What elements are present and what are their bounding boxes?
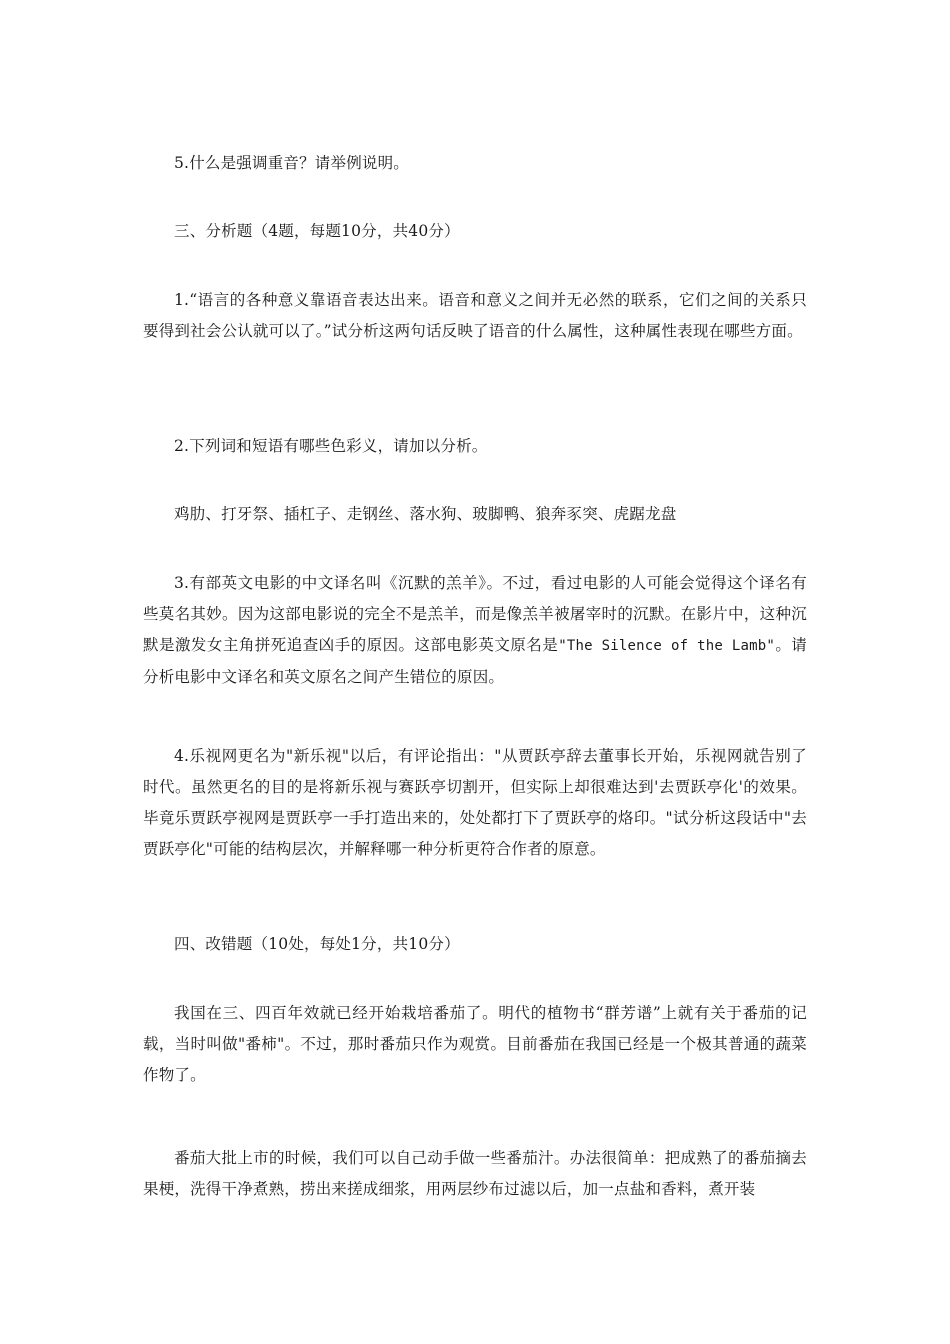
section-3-question-3 [143, 568, 807, 693]
section-3-question-2: 2.下列词和短语有哪些色彩义，请加以分析。 [174, 437, 488, 455]
section-3-question-4: 4.乐视网更名为"新乐视"以后，有评论指出："从贾跃亭辞去董事长开始，乐视网就告别了时代。虽然更名的目的是将新乐视与赛跃亭切割开，但实际上却很难达到'去贾跃亭化'的效果。毕竟乐贾跃亭视网是贾跃亭一手打造出来的，处处都打下了贾跃亭的烙印。"试分析这段话中"去贾跃亭化"可能的结构层次，并解释哪一种分析更符合作者的原意。 [143, 747, 807, 858]
section-3-question-1: 1.“语言的各种意义靠语音表达出来。语音和意义之间并无必然的联系，它们之间的关系只要得到社会公认就可以了。”试分析这两句话反映了语音的什么属性，这种属性表现在哪些方面。 [143, 291, 807, 340]
section-3-question-2-words: 鸡肋、打牙祭、插杠子、走钢丝、落水狗、玻脚鸭、狼奔豕突、虎踞龙盘 [174, 505, 677, 523]
question-5: 5.什么是强调重音？请举例说明。 [174, 154, 409, 172]
question-3-text-b: 。请分析电影中文译名和英文原名之间产生错位的原因。 [143, 636, 808, 686]
section-3-heading: 三、分析题（4题，每题10分，共40分） [174, 222, 460, 240]
section-4-paragraph-2: 番茄大批上市的时候，我们可以自己动手做一些番茄汁。办法很简单：把成熟了的番茄摘去果梗，洗得干净煮熟，捞出来搓成细浆，用两层纱布过滤以后，加一点盐和香料，煮开装 [143, 1149, 807, 1198]
question-3-text-a: 3.有部英文电影的中文译名叫《沉默的羔羊》。不过，看过电影的人可能会觉得这个译名有些莫名其妙。因为这部电影说的完全不是羔羊，而是像羔羊被屠宰时的沉默。在影片中，这种沉默是激发女主角拼死追查凶手的原因。这部电影英文原名是 [143, 574, 807, 654]
section-4-paragraph-1: 我国在三、四百年效就已经开始栽培番茄了。明代的植物书“群芳谱”上就有关于番茄的记载，当时叫做"番柿"。不过，那时番茄只作为观赏。目前番茄在我国已经是一个极其普通的蔬菜作物了。 [143, 1004, 807, 1084]
english-title: "The Silence of the Lamb" [558, 638, 776, 654]
section-4-heading: 四、改错题（10处，每处1分，共10分） [174, 935, 460, 953]
